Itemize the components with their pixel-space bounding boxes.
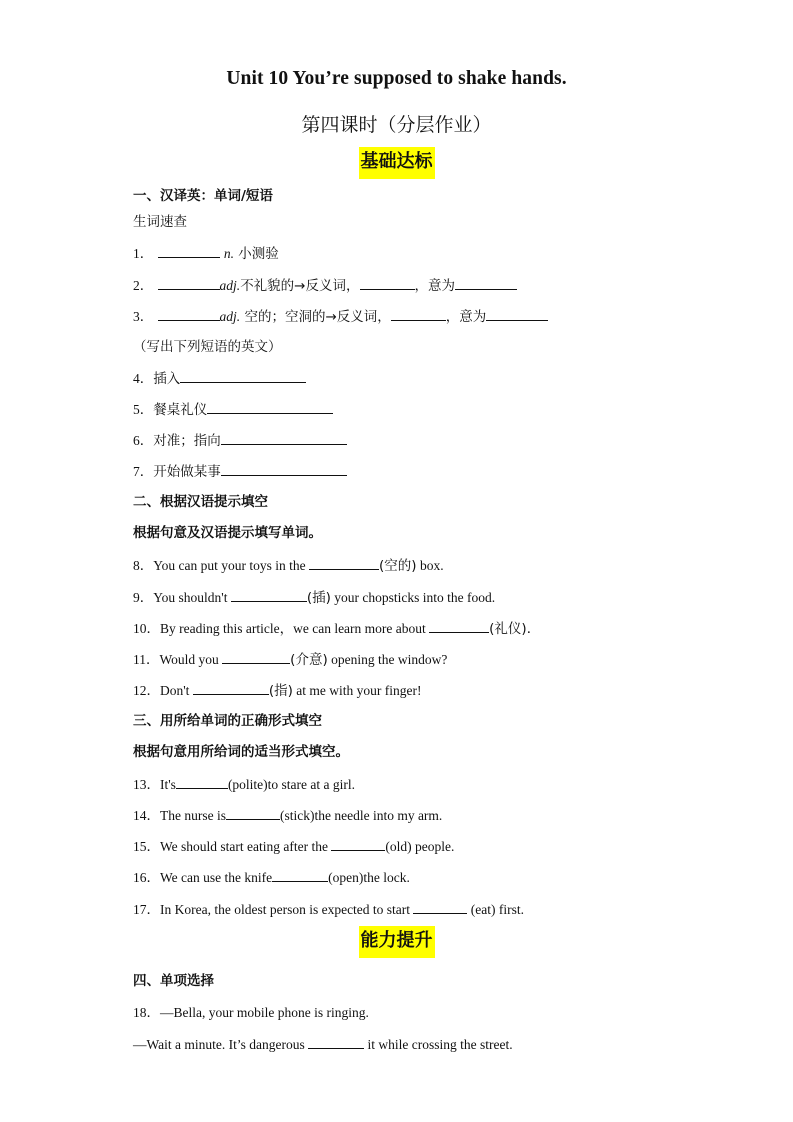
section4-heading: 四、单项选择 bbox=[133, 973, 214, 989]
answer-blank[interactable] bbox=[176, 775, 228, 789]
question-9: 9．You shouldn't (插) your chopsticks into the food. bbox=[133, 590, 496, 606]
question-17: 17．In Korea, the oldest person is expected to start (eat) first. bbox=[133, 902, 525, 917]
page-title: Unit 10 You’re supposed to shake hands. bbox=[226, 68, 567, 89]
answer-blank[interactable] bbox=[158, 307, 220, 321]
answer-blank[interactable] bbox=[180, 369, 306, 383]
question-11: 11．Would you (介意) opening the window? bbox=[133, 652, 448, 668]
answer-blank[interactable] bbox=[221, 462, 347, 476]
answer-blank[interactable] bbox=[231, 588, 307, 602]
section3-instruction: 根据句意用所给词的适当形式填空。 bbox=[133, 744, 349, 760]
question-7: 7．开始做某事 bbox=[133, 462, 347, 481]
section2-heading: 二、根据汉语提示填空 bbox=[133, 494, 268, 510]
answer-blank[interactable] bbox=[455, 276, 517, 290]
answer-blank[interactable] bbox=[193, 681, 269, 695]
answer-blank[interactable] bbox=[221, 431, 347, 445]
level-basic bbox=[0, 147, 793, 179]
answer-blank[interactable] bbox=[158, 276, 220, 290]
section3-heading: 三、用所给单词的正确形式填空 bbox=[133, 713, 322, 729]
answer-blank[interactable] bbox=[429, 619, 489, 633]
question-12: 12．Don't (指) at me with your finger! bbox=[133, 683, 422, 699]
level-advanced bbox=[0, 926, 793, 958]
answer-blank[interactable] bbox=[360, 276, 415, 290]
answer-blank[interactable] bbox=[331, 837, 385, 851]
answer-blank[interactable] bbox=[158, 244, 220, 258]
answer-blank[interactable] bbox=[309, 556, 379, 570]
question-14: 14．The nurse is (stick)the needle into my arm. bbox=[133, 808, 443, 823]
question-18-reply: —Wait a minute. It’s dangerous it while crossing the street. bbox=[133, 1037, 513, 1052]
section1-sub: 生词速查 bbox=[133, 214, 187, 230]
answer-blank[interactable] bbox=[272, 868, 328, 882]
question-16: 16．We can use the knife (open)the lock. bbox=[133, 870, 410, 885]
level-basic-label: 基础达标 bbox=[359, 147, 435, 179]
question-15: 15．We should start eating after the (old) people. bbox=[133, 839, 455, 854]
section2-instruction: 根据句意及汉语提示填写单词。 bbox=[133, 525, 322, 541]
question-18: 18．—Bella, your mobile phone is ringing. bbox=[133, 1005, 369, 1020]
page-subtitle: 第四课时（分层作业） bbox=[301, 114, 492, 136]
answer-blank[interactable] bbox=[222, 650, 290, 664]
answer-blank[interactable] bbox=[207, 400, 333, 414]
answer-blank[interactable] bbox=[391, 307, 446, 321]
question-13: 13．It's (polite)to stare at a girl. bbox=[133, 777, 356, 792]
question-5: 5．餐桌礼仪 bbox=[133, 400, 333, 419]
question-4: 4．插入 bbox=[133, 369, 306, 388]
question-3: 3． adj. 空的；空洞的→反义词， ，意为 bbox=[133, 307, 548, 326]
question-1: 1． n. 小测验 bbox=[133, 246, 279, 262]
level-advanced-label: 能力提升 bbox=[359, 926, 435, 958]
section1-note: （写出下列短语的英文） bbox=[133, 339, 282, 355]
question-2: 2． adj.不礼貌的→反义词， ，意为 bbox=[133, 276, 517, 295]
answer-blank[interactable] bbox=[413, 900, 467, 914]
question-8: 8．You can put your toys in the (空的) box. bbox=[133, 558, 444, 574]
answer-blank[interactable] bbox=[226, 806, 280, 820]
section1-heading: 一、汉译英：单词/短语 bbox=[133, 188, 273, 204]
answer-blank[interactable] bbox=[308, 1035, 364, 1049]
question-6: 6．对准；指向 bbox=[133, 431, 347, 450]
question-10: 10．By reading this article，we can learn more about (礼仪)． bbox=[133, 621, 541, 637]
answer-blank[interactable] bbox=[486, 307, 548, 321]
